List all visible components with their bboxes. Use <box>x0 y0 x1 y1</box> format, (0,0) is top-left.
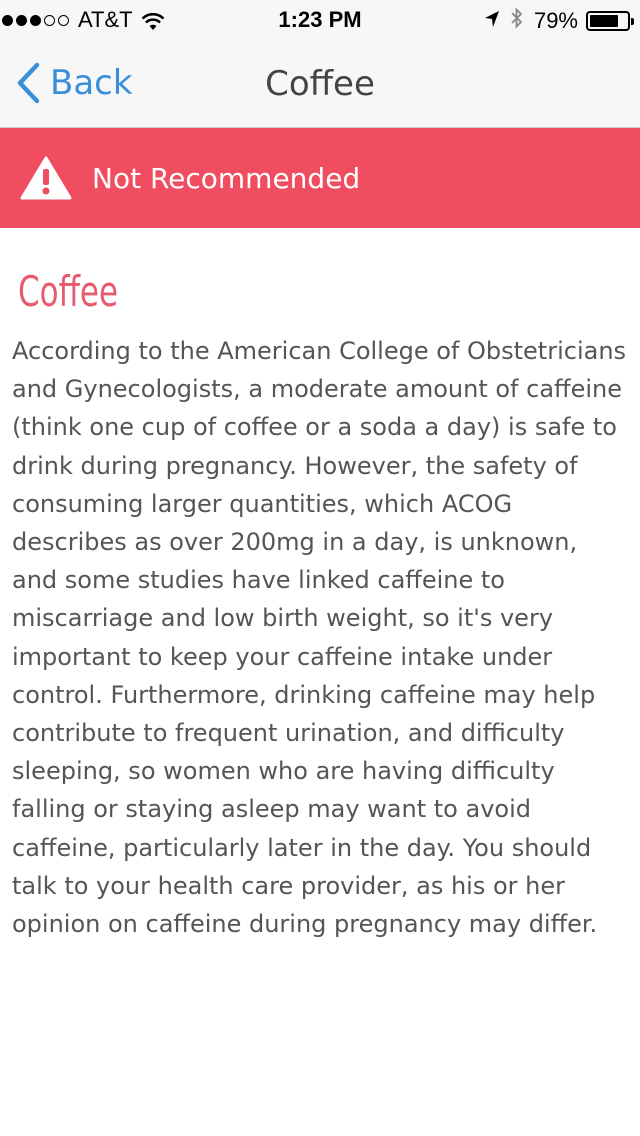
location-arrow-icon <box>484 8 500 34</box>
bluetooth-icon <box>510 7 524 35</box>
alert-text: Not Recommended <box>92 161 361 195</box>
carrier-name: AT&T <box>78 7 133 32</box>
status-time: 1:23 PM <box>278 7 362 32</box>
battery-icon <box>586 11 630 31</box>
article-title: Coffee <box>18 267 119 316</box>
battery-tip <box>631 18 634 25</box>
article-body: According to the American College of Obstetricians and Gynecologists, a moderate amount of caffeine (think one cup of coffee or a soda a day) is safe to drink during pregnancy. However, the safety of consuming larger quantities, which ACOG describes as over 200mg in a day, is unknown, and some studies have linked caffeine to miscarriage and low birth weight, so it's very important to keep your caffeine intake under control. Furthermore, drinking caffeine may help contribute to frequent urination, and difficulty sleeping, so women who are having difficulty falling or staying asleep may want to avoid caffeine, particularly later in the day. You should talk to your health care provider, as his or her opinion on caffeine during pregnancy may differ. <box>12 337 627 939</box>
article-content <box>0 228 640 943</box>
battery-percent: 79% <box>533 8 578 33</box>
nav-title: Coffee <box>265 64 375 104</box>
warning-triangle-icon <box>20 155 72 201</box>
battery-level-fill <box>590 15 618 27</box>
status-bar-right <box>484 7 630 35</box>
back-button-label: Back <box>50 63 133 103</box>
alert-banner <box>0 128 640 228</box>
navigation-bar <box>0 40 640 128</box>
status-bar <box>0 0 640 40</box>
